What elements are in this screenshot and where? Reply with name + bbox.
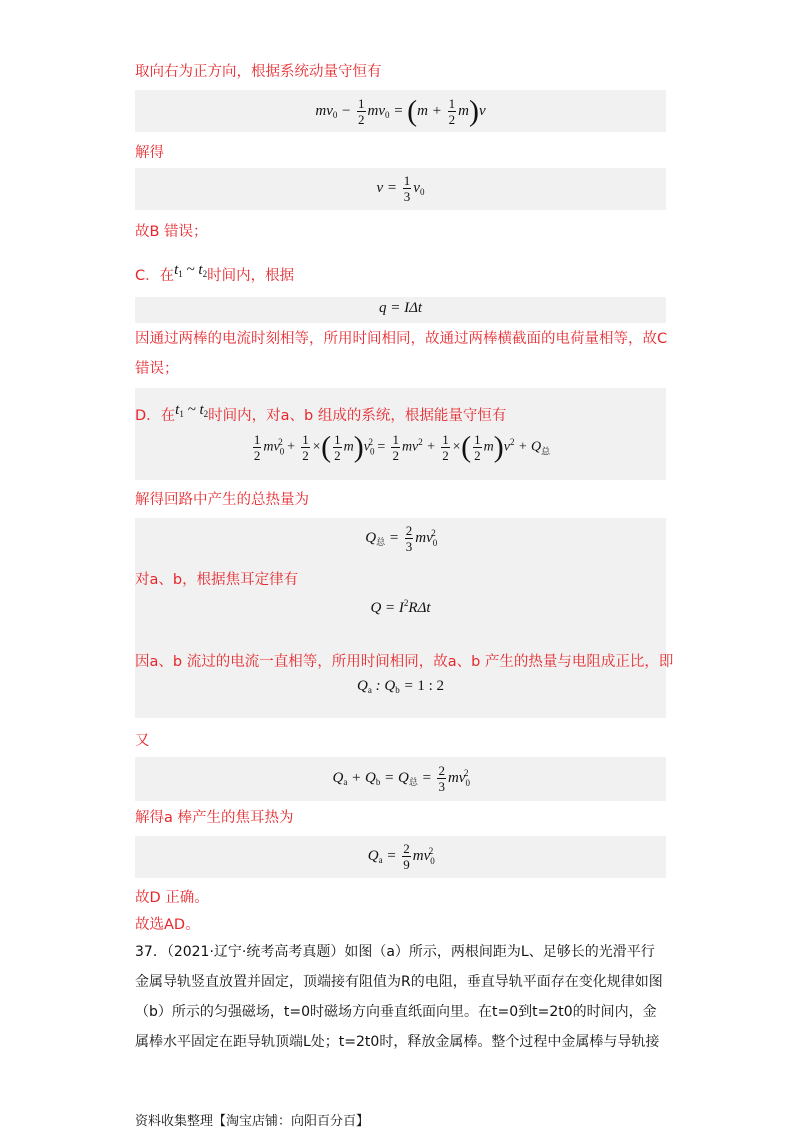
equation-qa: $Q_a$ = $\frac{2}{9}$ $mv_0^2$	[367, 841, 435, 872]
text-line: 错误；	[135, 361, 179, 377]
equation-box	[135, 518, 666, 718]
text-line: 解得	[135, 145, 164, 161]
text-line: 因a、b 流过的电流一直相等，所用时间相同，故a、b 产生的热量与电阻成正比，即	[135, 654, 674, 670]
text-line: 取向右为正方向，根据系统动量守恒有	[135, 64, 382, 80]
equation-energy: $\frac{1}{2}$ $mv_0^2$ + $\frac{1}{2}$ ×( $\frac{1}{2}$ $m)v_0^2$ = $\frac{1}{2}$ $mv^2$ + $\frac{1}{2}$ ×( $\frac{1}{2}$ $m)v^2 + Q_总$	[253, 430, 551, 464]
equation-momentum: $mv_0$ − $\frac{1}{2}$ $mv_0 = (m$ + $\frac{1}{2}$ m)v	[315, 94, 486, 128]
equation-joule: $Q = I^2R\Delta t$	[370, 598, 431, 616]
t-range: $t_1$ ~ $t_2$	[175, 402, 209, 419]
text-line: 又	[135, 733, 150, 749]
equation-box	[135, 90, 666, 132]
equation-sum: $Q_a + Q_b = Q_总$ = $\frac{2}{3}$ $mv_0^2$	[332, 763, 470, 794]
text-line: 对a、b，根据焦耳定律有	[135, 572, 299, 588]
equation-v: v = $\frac{1}{3}$ $v_0$	[376, 173, 425, 204]
equation-qtotal: $Q_总$ = $\frac{2}{3}$ $mv_0^2$	[365, 523, 438, 554]
t-range: $t_1$ ~ $t_2$	[174, 262, 208, 279]
equation-box	[135, 757, 666, 801]
question-text: 37．（2021·辽宁·统考高考真题）如图（a）所示，两根间距为L、足够长的光滑平行金属导轨竖直放置并固定，顶端接有阻值为R的电阻，垂直导轨平面存在变化规律如图（b）所示的匀强磁场，t=0时磁场方向垂直纸面向里。在t=0到t=2t0的时间内，金属棒水平固定在距导轨顶端L处；t=2t0时，释放金属棒。整个过程中金属棒与导轨接	[135, 944, 663, 1050]
equation-box	[135, 297, 666, 323]
text-line-d: D．在$t_1$ ~ $t_2$时间内，对a、b 组成的系统，根据能量守恒有	[135, 402, 507, 424]
text-line: 解得回路中产生的总热量为	[135, 492, 309, 508]
text-line: 解得a 棒产生的焦耳热为	[135, 810, 294, 826]
equation-ratio: $Q_a$ : $Q_b = 1$ : 2	[357, 678, 444, 695]
text-line: 故B 错误；	[135, 224, 208, 240]
text-line-c: C．在$t_1$ ~ $t_2$时间内，根据	[135, 262, 295, 284]
text-line: 故D 正确。	[135, 890, 209, 906]
text-line: 故选AD。	[135, 917, 200, 933]
equation-box	[135, 168, 666, 210]
equation-q: q = IΔt	[378, 300, 423, 316]
text-line: 因通过两棒的电流时刻相等，所用时间相同，故通过两棒横截面的电荷量相等，故C	[135, 331, 668, 347]
equation-box	[135, 836, 666, 878]
footer: 资料收集整理【淘宝店铺：向阳百分百】	[135, 1114, 370, 1129]
